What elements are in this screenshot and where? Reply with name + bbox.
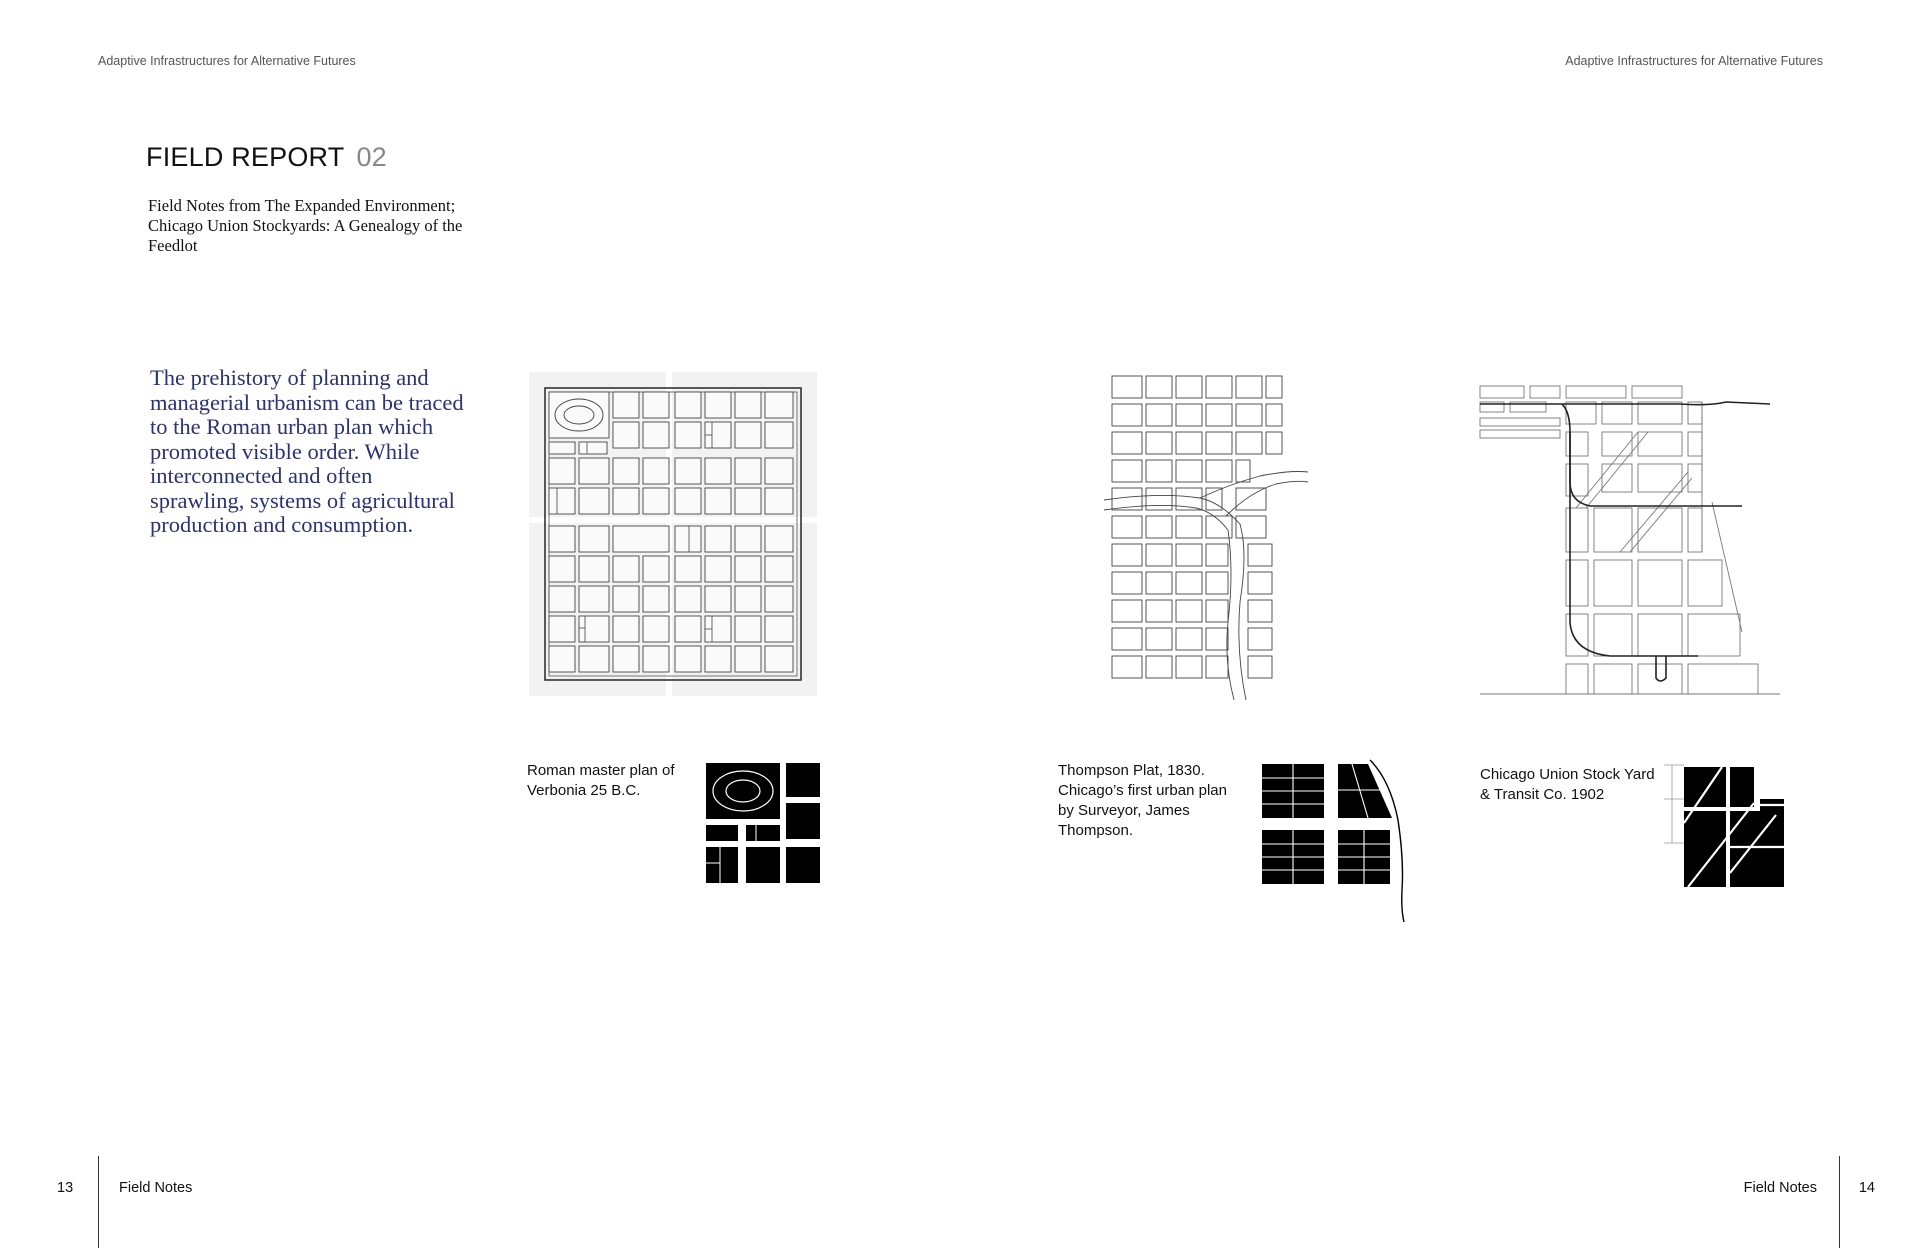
report-label: FIELD REPORT [146, 142, 345, 172]
page-number-left: 13 [57, 1180, 74, 1196]
figure-caption-stockyards: Chicago Union Stock Yard & Transit Co. 1902 [1480, 766, 1655, 803]
footer-divider-right [1839, 1156, 1840, 1248]
union-stockyards-map [1480, 372, 1780, 702]
roman-plan-map [529, 372, 817, 696]
page-number-right: 14 [1858, 1180, 1875, 1196]
intro-quote: The prehistory of planning and managerial urbanism can be traced to the Roman urban plan which promoted visible order. While interconnected and often sprawling, systems of agricultural production and consumption. [150, 365, 464, 537]
roman-plan-thumbnail [706, 763, 820, 883]
figure-caption-thompson: Thompson Plat, 1830. Chicago’s first urban plan by Surveyor, James Thompson. [1058, 762, 1227, 839]
thompson-plat-thumbnail [1262, 760, 1412, 922]
report-number: 02 [356, 142, 387, 172]
report-subtitle: Field Notes from The Expanded Environment; Chicago Union Stockyards: A Genealogy of the Feedlot [148, 196, 463, 255]
section-name-right: Field Notes [1743, 1180, 1817, 1196]
footer-divider-left [98, 1156, 99, 1248]
figure-caption-roman: Roman master plan of Verbonia 25 B.C. [527, 762, 675, 799]
running-title-right: Adaptive Infrastructures for Alternative Futures [1565, 54, 1823, 68]
thompson-plat-map [1100, 372, 1310, 700]
union-stockyards-thumbnail [1664, 763, 1816, 893]
page-title [146, 142, 387, 173]
section-name-left: Field Notes [119, 1180, 193, 1196]
running-title-left: Adaptive Infrastructures for Alternative Futures [98, 54, 356, 68]
